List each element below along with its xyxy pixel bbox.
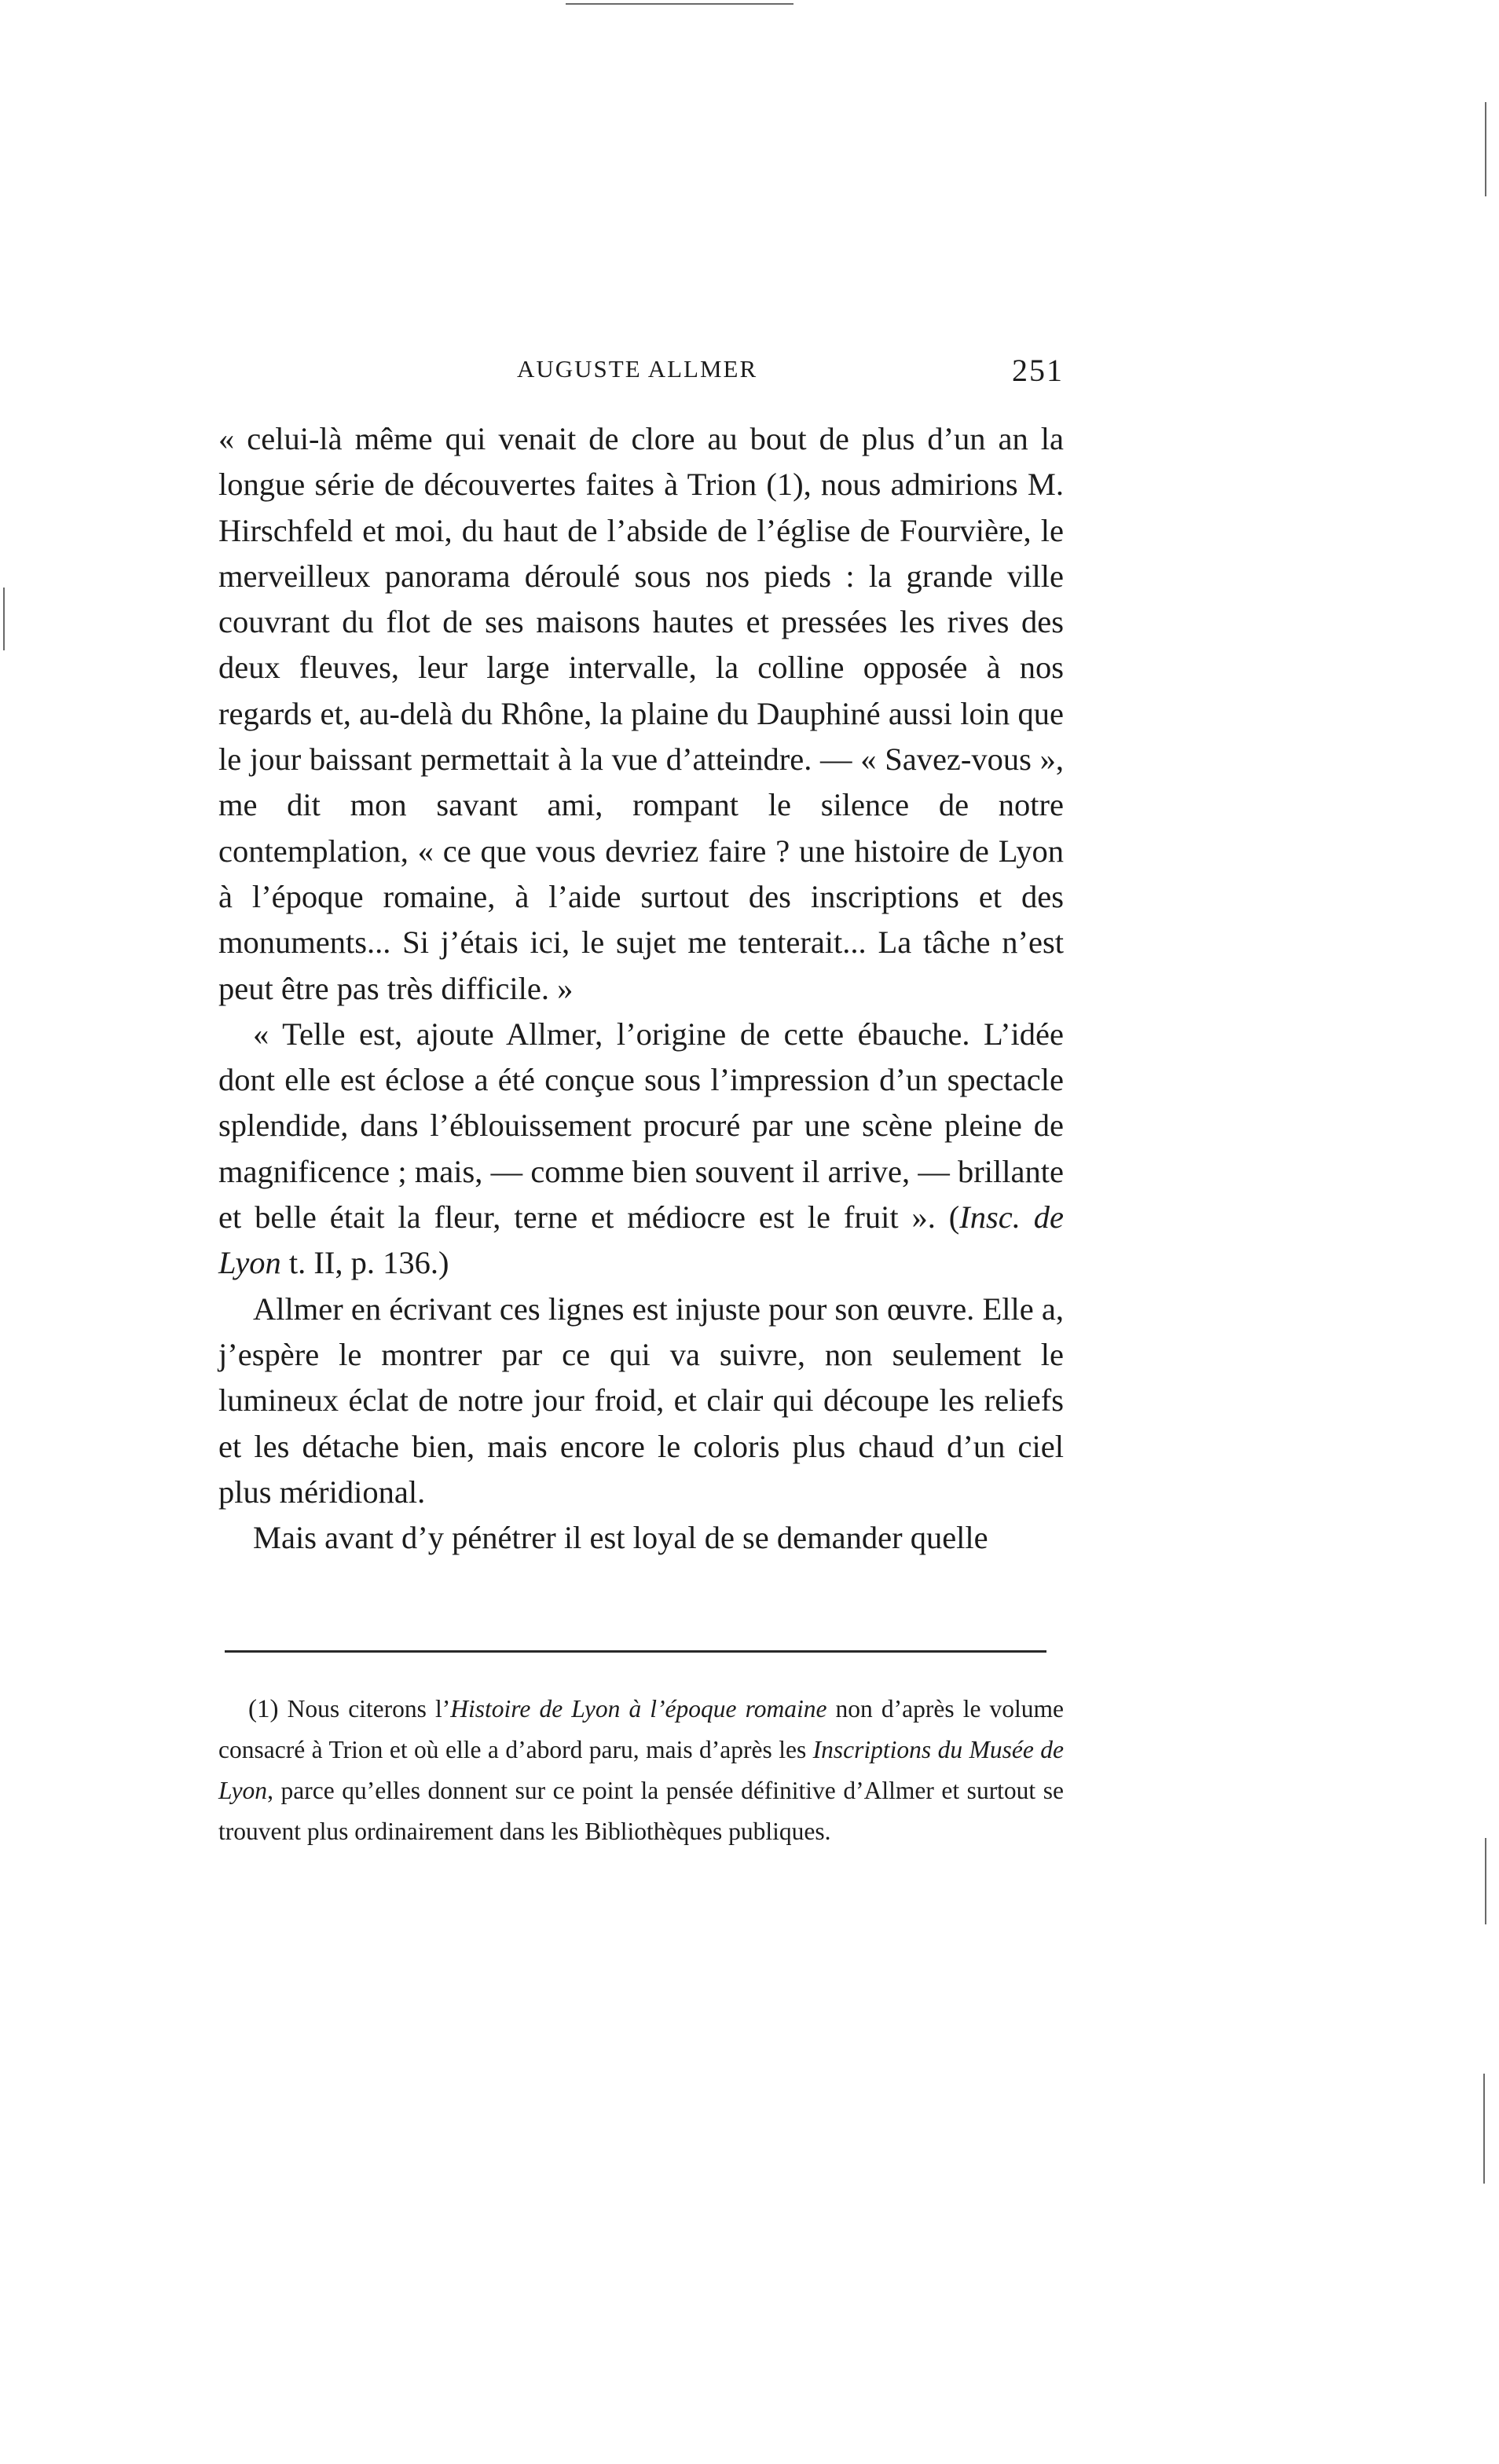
scan-artifact-left bbox=[3, 588, 5, 650]
paragraph-2 bbox=[218, 1012, 1064, 1287]
footnote-divider bbox=[225, 1650, 1046, 1653]
running-title: AUGUSTE ALLMER bbox=[517, 355, 758, 383]
footnote-1 bbox=[218, 1689, 1064, 1852]
running-head bbox=[218, 355, 1064, 394]
footnote-text-1: Nous citerons l’ bbox=[278, 1695, 451, 1723]
scan-artifact-top bbox=[566, 3, 793, 5]
scan-artifact-right-3 bbox=[1483, 2074, 1485, 2184]
footnote-title-2: Inscriptions du Musée de Lyon bbox=[218, 1736, 1064, 1804]
citation-title: Insc. de Lyon bbox=[218, 1199, 1064, 1281]
footnotes bbox=[218, 1689, 1064, 1852]
paragraph-1: « celui-là même qui venait de clore au bout de plus d’un an la longue série de découvertes faites à Trion (1), nous admirions M. Hirschfeld et moi, du haut de l’abside de l’église de Fourvière, le merveilleux panorama déroulé sous nos pieds : la grande ville couvrant du flot de ses maisons hautes et pressées les rives des deux fleuves, leur large intervalle, la colline opposée à nos regards et, au-delà du Rhône, la plaine du Dauphiné aussi loin que le jour baissant permettait à la vue d’atteindre. — « Savez-vous », me dit mon savant ami, rompant le silence de notre contemplation, « ce que vous devriez faire ? une histoire de Lyon à l’époque romaine, à l’aide surtout des inscriptions et des monuments... Si j’étais ici, le sujet me tenterait... La tâche n’est peut être pas très difficile. » bbox=[218, 421, 1064, 1006]
scan-artifact-right-2 bbox=[1485, 1838, 1486, 1924]
footnote-marker: (1) bbox=[248, 1695, 279, 1723]
footnote-text-3: , parce qu’elles donnent sur ce point la pensée définitive d’Allmer et surtout se trouvent plus ordinairement dans les Bibliothèques publiques. bbox=[218, 1777, 1064, 1845]
footnote-title-1: Histoire de Lyon à l’époque romaine bbox=[450, 1695, 827, 1723]
footnote-text-2: non d’après le volume consacré à Trion et où elle a d’abord paru, mais d’après les bbox=[218, 1695, 1065, 1763]
citation-reference: t. II, p. 136.) bbox=[280, 1245, 449, 1281]
paragraph-2-text: « Telle est, ajoute Allmer, l’origine de cette ébauche. L’idée dont elle est éclose a été conçue sous l’impression d’un spectacle splendide, dans l’éblouissement procuré par une scène pleine de magnificence ; mais, — comme bien souvent il arrive, — brillante et belle était la fleur, terne et médiocre est le fruit ». ( bbox=[218, 1016, 1064, 1236]
paragraph-4: Mais avant d’y pénétrer il est loyal de se demander quelle bbox=[253, 1520, 988, 1556]
scan-artifact-right-1 bbox=[1485, 102, 1486, 196]
paragraph-3: Allmer en écrivant ces lignes est injuste pour son œuvre. Elle a, j’espère le montrer par ce qui va suivre, non seulement le lumineux éclat de notre jour froid, et clair qui découpe les reliefs et les détache bien, mais encore le coloris plus chaud d’un ciel plus méridional. bbox=[218, 1291, 1064, 1510]
body-text bbox=[218, 416, 1064, 1561]
page-number: 251 bbox=[1012, 353, 1064, 388]
